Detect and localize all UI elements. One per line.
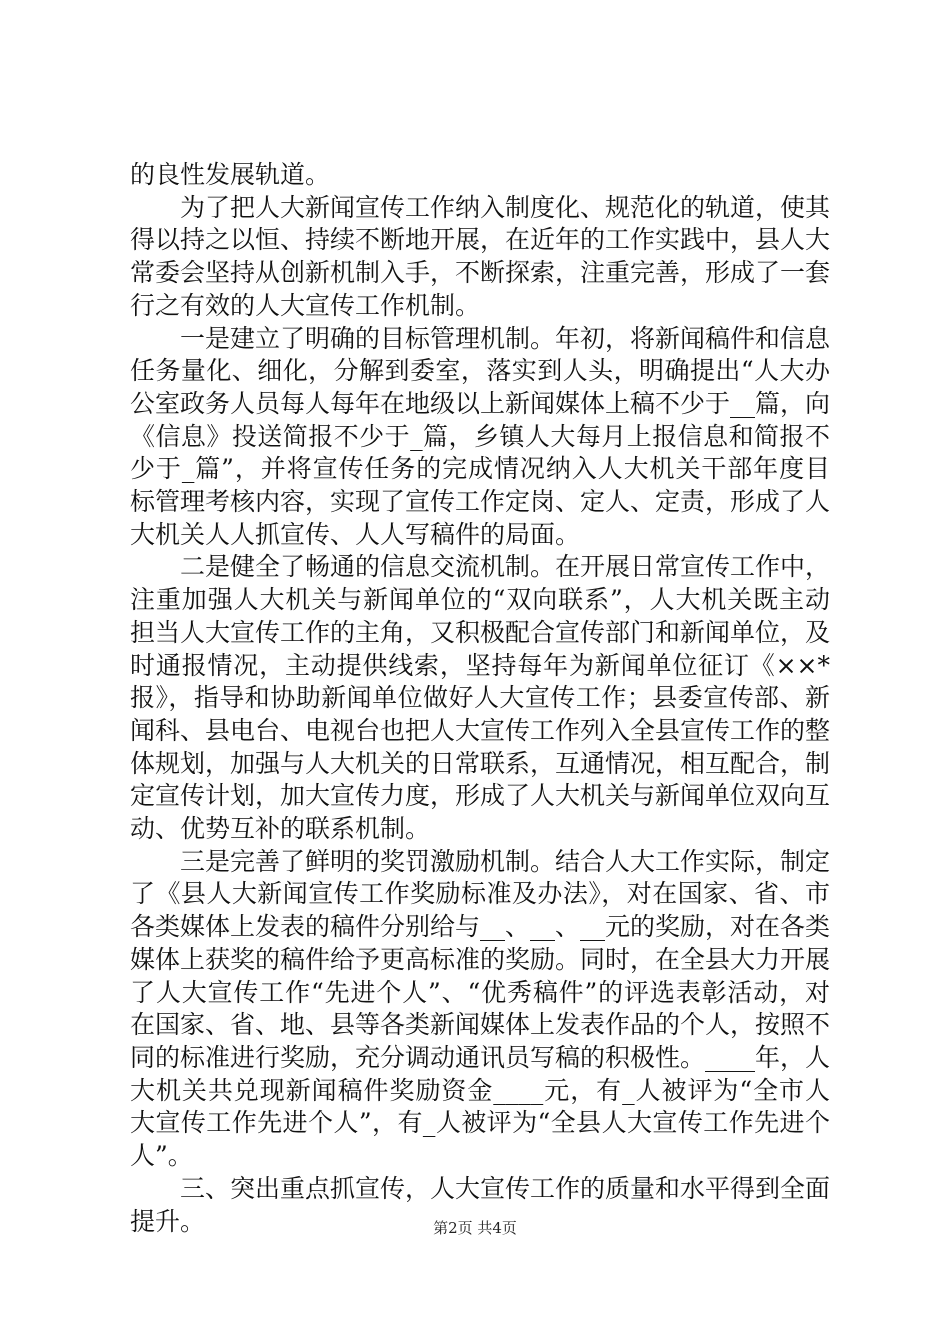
paragraph-intro: 为了把人大新闻宣传工作纳入制度化、规范化的轨道，使其得以持之以恒、持续不断地开展，在近年的工作实践中，县人大常委会坚持从创新机制入手，不断探索，注重完善，形成了一套行之有效的人大宣传工作机制。 [130,192,831,320]
paragraph-section-heading: 三、突出重点抓宣传，人大宣传工作的质量和水平得到全面提升。 [130,1173,831,1236]
paragraph-information-exchange: 二是健全了畅通的信息交流机制。在开展日常宣传工作中，注重加强人大机关与新闻单位的“双向联系”，人大机关既主动担当人大宣传工作的主角，又积极配合宣传部门和新闻单位，及时通报情况，主动提供线索，坚持每年为新闻单位征订《××*报》，指导和协助新闻单位做好人大宣传工作；县委宣传部、新闻科、县电台、电视台也把人大宣传工作列入全县宣传工作的整体规划，加强与人大机关的日常联系，互通情况，相互配合，制定宣传计划，加大宣传力度，形成了人大机关与新闻单位双向互动、优势互补的联系机制。 [130,552,831,844]
paragraph-target-management: 一是建立了明确的目标管理机制。年初，将新闻稿件和信息任务量化、细化，分解到委室，落实到人头，明确提出“人大办公室政务人员每人每年在地级以上新闻媒体上稿不少于__篇，向《信息》投送简报不少于_篇，乡镇人大每月上报信息和简报不少于_篇”，并将宣传任务的完成情况纳入人大机关干部年度目标管理考核内容，实现了宣传工作定岗、定人、定责，形成了人大机关人人抓宣传、人人写稿件的局面。 [130,323,831,549]
document-body [130,159,830,1238]
paragraph-reward-mechanism: 三是完善了鲜明的奖罚激励机制。结合人大工作实际，制定了《县人大新闻宣传工作奖励标准及办法》，对在国家、省、市各类媒体上发表的稿件分别给与__、__、__元的奖励，对在各类媒体上获奖的稿件给予更高标准的奖励。同时，在全县大力开展了人大宣传工作“先进个人”、“优秀稿件”的评选表彰活动，对在国家、省、地、县等各类新闻媒体上发表作品的个人，按照不同的标准进行奖励，充分调动通讯员写稿的积极性。____年，人大机关共兑现新闻稿件奖励资金____元，有_人被评为“全市人大宣传工作先进个人”，有_人被评为“全县人大宣传工作先进个人”。 [130,846,831,1171]
page-footer: 第2页 共4页 [433,1219,517,1237]
paragraph-continuation: 的良性发展轨道。 [130,160,331,189]
